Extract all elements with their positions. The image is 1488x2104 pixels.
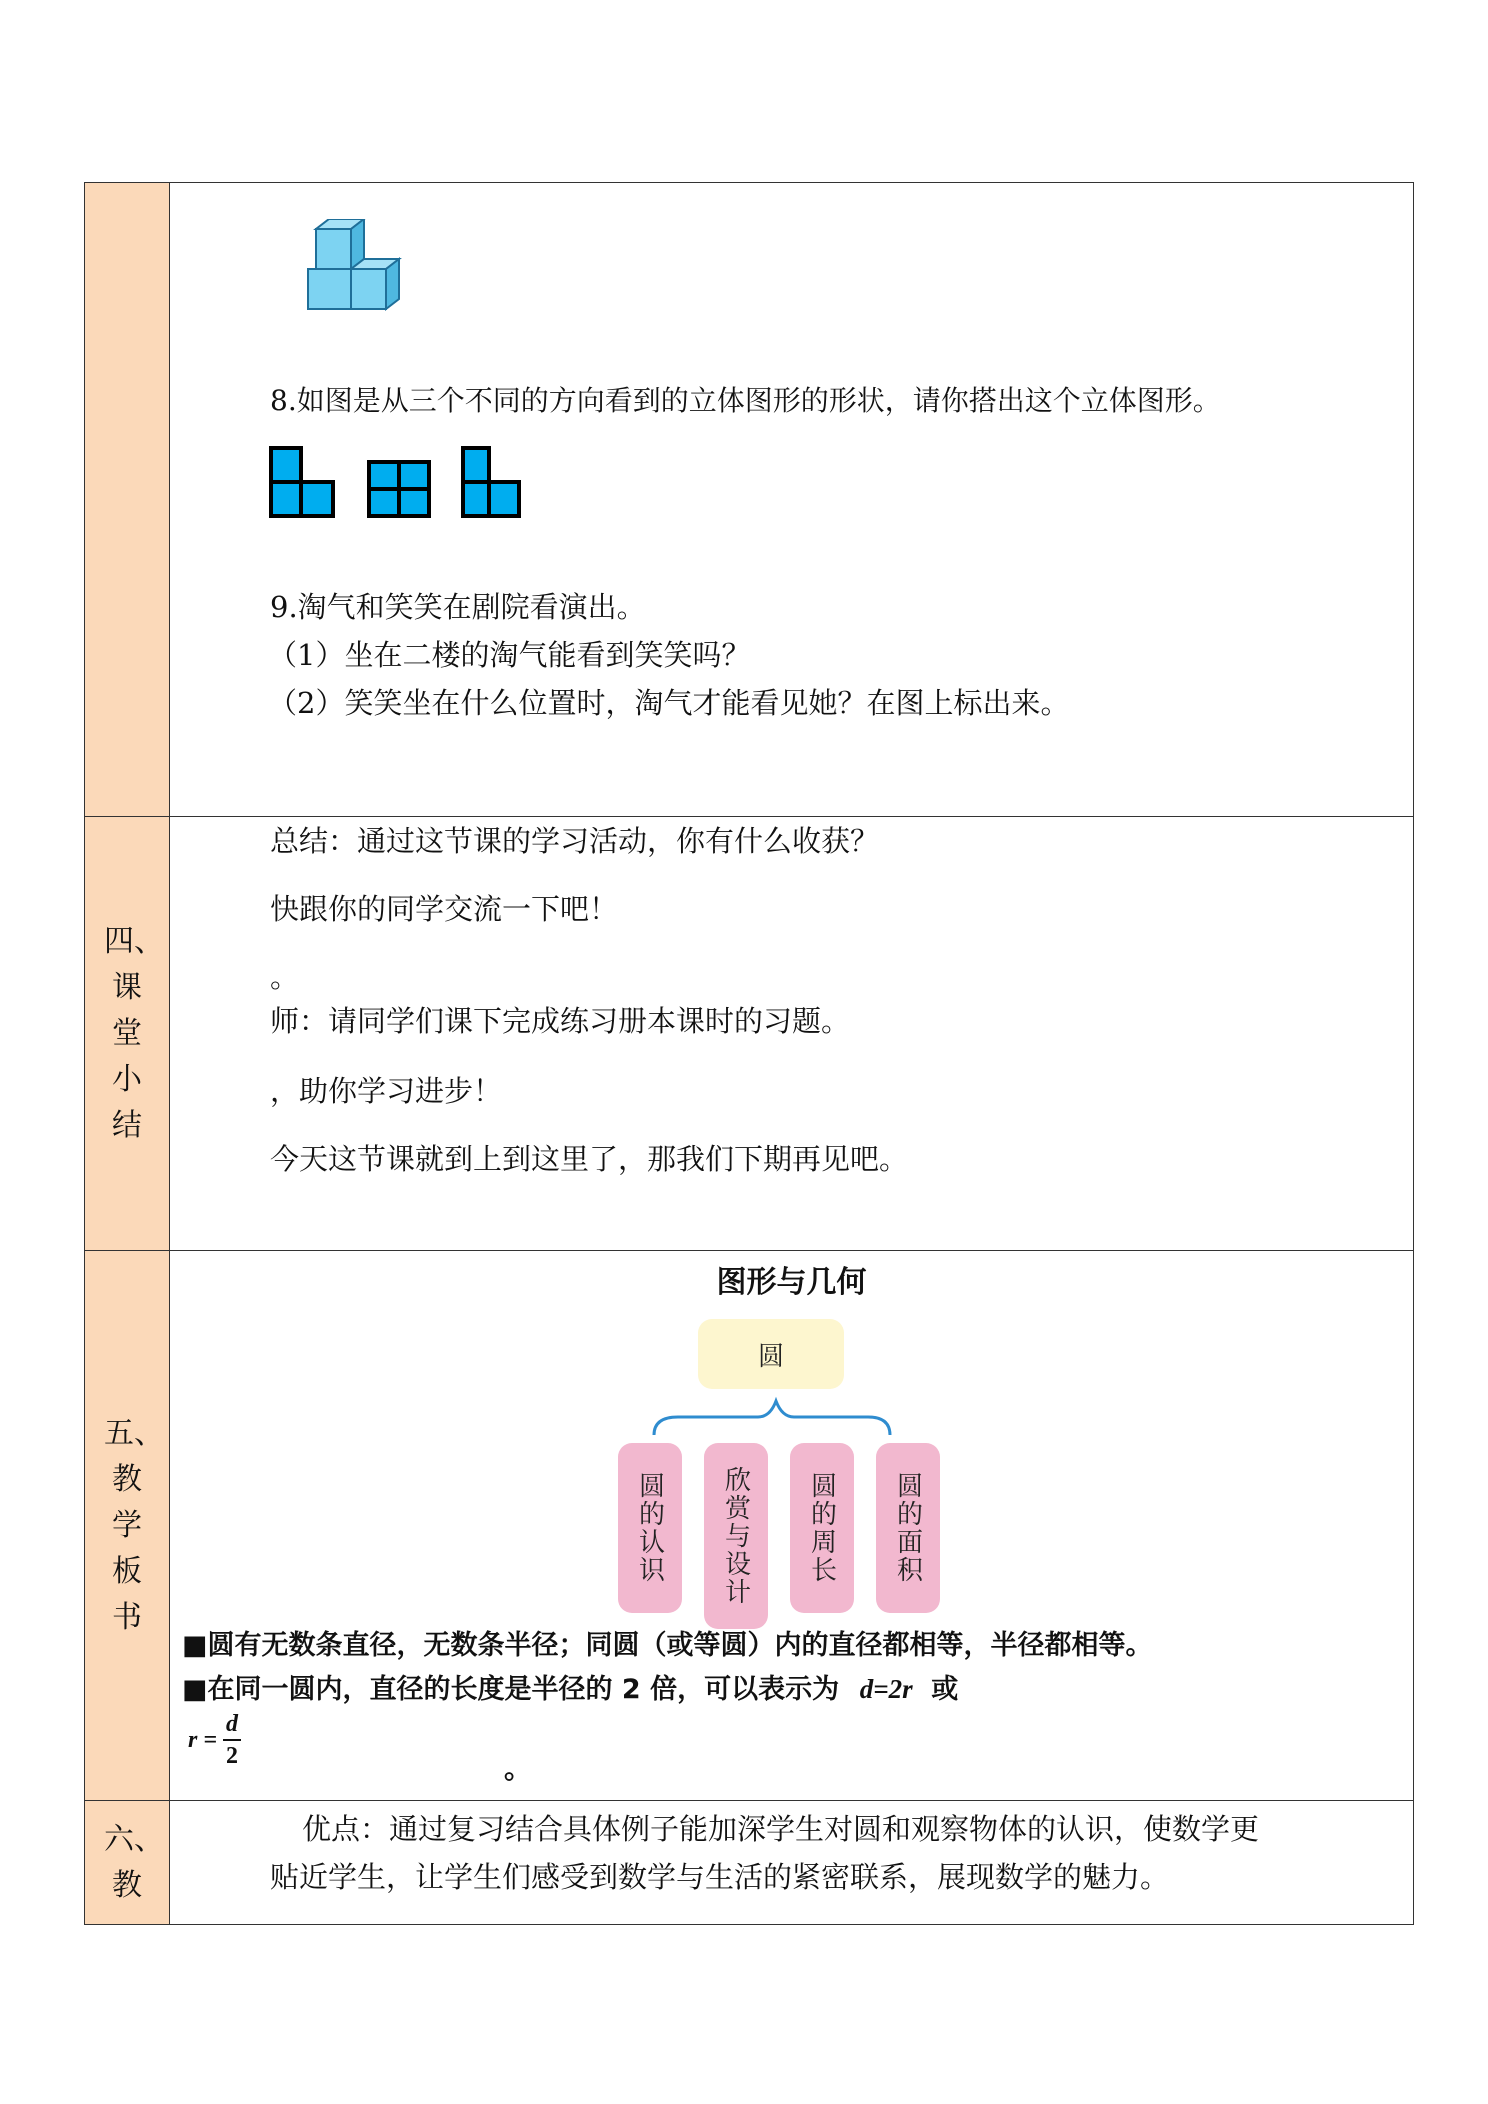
board-content (170, 1251, 1414, 1801)
lesson-table (84, 182, 1414, 1925)
fraction (223, 1709, 241, 1771)
summary-label: 四、课堂小结 (104, 923, 164, 1143)
reflection-label: 六、教 (104, 1821, 164, 1903)
board-fact-1: ■圆有无数条直径，无数条半径；同圆（或等圆）内的直径都相等，半径都相等。 (182, 1630, 1153, 1661)
row-label-board (85, 1251, 170, 1801)
formula-r-d-over-2 (188, 1709, 241, 1771)
row-reflection (85, 1801, 1414, 1925)
row-board (85, 1251, 1414, 1801)
formula-d-2r: d=2r (859, 1674, 913, 1704)
fact-2-text: ■在同一圆内，直径的长度是半径的 2 倍，可以表示为 (182, 1674, 840, 1705)
summary-line-6: 今天这节课就到上到这里了，那我们下期再见吧。 (270, 1142, 909, 1176)
row-exercises (85, 183, 1414, 817)
board-end-mark: 。 (504, 1752, 533, 1785)
view-side-icon (460, 445, 522, 519)
question-8: 8.如图是从三个不同的方向看到的立体图形的形状，请你搭出这个立体图形。 (270, 384, 1221, 417)
row-label-exercises (85, 183, 170, 817)
question-9-part-1: （1）坐在二楼的淘气能看到笑笑吗？ (268, 638, 751, 672)
question-9-title: 9.淘气和笑笑在剧院看演出。 (270, 590, 646, 624)
summary-line-1: 总结：通过这节课的学习活动，你有什么收获？ (270, 824, 880, 858)
summary-line-3: 。 (270, 960, 300, 994)
fraction-numerator: d (223, 1709, 241, 1741)
diagram-child-label: 欣赏与设计 (720, 1466, 751, 1606)
formula-lhs: r = (188, 1726, 218, 1753)
diagram-root-label: 圆 (757, 1341, 784, 1372)
fraction-denominator: 2 (226, 1743, 239, 1769)
summary-line-2: 快跟你的同学交流一下吧！ (270, 892, 619, 926)
row-summary (85, 817, 1414, 1251)
summary-line-4: 师：请同学们课下完成练习册本课时的习题。 (270, 1004, 851, 1038)
summary-line-5: ，助你学习进步！ (270, 1074, 503, 1108)
diagram-child-label: 圆的面积 (892, 1472, 923, 1584)
board-fact-2 (182, 1667, 958, 1706)
concept-diagram (618, 1317, 958, 1627)
reflection-line-1: 优点：通过复习结合具体例子能加深学生对圆和观察物体的认识，使数学更 (302, 1812, 1260, 1846)
summary-content (170, 817, 1414, 1251)
view-front-icon (268, 445, 336, 519)
row-label-reflection (85, 1801, 170, 1925)
diagram-child-node (618, 1443, 682, 1613)
fact-2-or: 或 (931, 1674, 959, 1705)
diagram-child-node (876, 1443, 940, 1613)
question-9-part-2: （2）笑笑坐在什么位置时，淘气才能看见她？在图上标出来。 (268, 686, 1070, 720)
diagram-child-label: 圆的认识 (634, 1472, 665, 1584)
diagram-child-node (704, 1443, 768, 1629)
cube-stack-figure (306, 219, 416, 335)
row-label-summary (85, 817, 170, 1251)
diagram-child-node (790, 1443, 854, 1613)
view-top-icon (366, 459, 432, 519)
diagram-child-label: 圆的周长 (806, 1472, 837, 1584)
board-title: 图形与几何 (716, 1265, 867, 1300)
diagram-brace-icon (618, 1317, 958, 1437)
exercises-content (170, 183, 1414, 817)
reflection-line-2: 贴近学生，让学生们感受到数学与生活的紧密联系，展现数学的魅力。 (270, 1860, 1170, 1894)
board-label: 五、教学板书 (104, 1415, 164, 1635)
reflection-content (170, 1801, 1414, 1925)
